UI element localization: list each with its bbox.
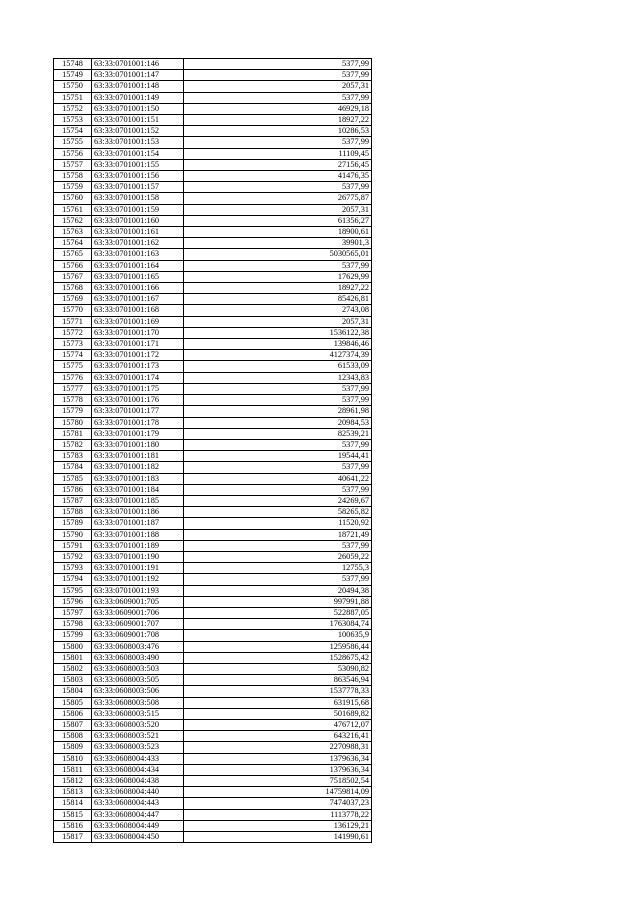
cadastral-value-cell: 82539,21 — [184, 428, 372, 439]
cadastral-value-cell: 61533,09 — [184, 361, 372, 372]
row-number-cell: 15797 — [54, 607, 92, 618]
table-row — [54, 518, 372, 529]
row-number-cell: 15762 — [54, 215, 92, 226]
row-number-cell: 15752 — [54, 103, 92, 114]
row-number-cell: 15768 — [54, 283, 92, 294]
cadastral-value-cell: 27156,45 — [184, 159, 372, 170]
cadastral-value-cell: 100635,9 — [184, 630, 372, 641]
row-number-cell: 15771 — [54, 316, 92, 327]
cadastral-value-cell: 141990,61 — [184, 832, 372, 843]
row-number-cell: 15766 — [54, 260, 92, 271]
row-number-cell: 15781 — [54, 428, 92, 439]
cadastral-value-cell: 997991,88 — [184, 596, 372, 607]
row-number-cell: 15764 — [54, 238, 92, 249]
cadastral-value-cell: 18900,61 — [184, 227, 372, 238]
table-row — [54, 652, 372, 663]
row-number-cell: 15782 — [54, 439, 92, 450]
row-number-cell: 15800 — [54, 641, 92, 652]
row-number-cell: 15796 — [54, 596, 92, 607]
cadastral-value-cell: 1113778,22 — [184, 809, 372, 820]
table-row — [54, 383, 372, 394]
table-row — [54, 507, 372, 518]
cadastral-value-cell: 476712,07 — [184, 719, 372, 730]
cadastral-number-cell: 63:33:0609001:705 — [92, 596, 184, 607]
table-row — [54, 227, 372, 238]
table-row — [54, 708, 372, 719]
table-row — [54, 316, 372, 327]
cadastral-number-cell: 63:33:0701001:166 — [92, 283, 184, 294]
cadastral-number-cell: 63:33:0701001:184 — [92, 484, 184, 495]
table-row — [54, 742, 372, 753]
table-row — [54, 182, 372, 193]
row-number-cell: 15817 — [54, 832, 92, 843]
cadastral-number-cell: 63:33:0608004:450 — [92, 832, 184, 843]
table-row — [54, 764, 372, 775]
table-body — [54, 59, 372, 843]
row-number-cell: 15783 — [54, 451, 92, 462]
row-number-cell: 15786 — [54, 484, 92, 495]
row-number-cell: 15804 — [54, 686, 92, 697]
row-number-cell: 15794 — [54, 574, 92, 585]
row-number-cell: 15770 — [54, 305, 92, 316]
cadastral-value-cell: 5377,99 — [184, 70, 372, 81]
table-row — [54, 59, 372, 70]
cadastral-value-cell: 2057,31 — [184, 204, 372, 215]
cadastral-value-cell: 5377,99 — [184, 484, 372, 495]
cadastral-number-cell: 63:33:0701001:171 — [92, 339, 184, 350]
table-row — [54, 753, 372, 764]
cadastral-number-cell: 63:33:0608003:506 — [92, 686, 184, 697]
table-row — [54, 70, 372, 81]
table-row — [54, 81, 372, 92]
cadastral-value-cell: 5377,99 — [184, 439, 372, 450]
table-row — [54, 551, 372, 562]
cadastral-value-cell: 2270988,31 — [184, 742, 372, 753]
table-row — [54, 238, 372, 249]
cadastral-number-cell: 63:33:0701001:153 — [92, 137, 184, 148]
cadastral-number-cell: 63:33:0609001:708 — [92, 630, 184, 641]
row-number-cell: 15806 — [54, 708, 92, 719]
row-number-cell: 15816 — [54, 820, 92, 831]
row-number-cell: 15779 — [54, 406, 92, 417]
cadastral-value-cell: 1528675,42 — [184, 652, 372, 663]
cadastral-value-cell: 46929,18 — [184, 103, 372, 114]
table-row — [54, 92, 372, 103]
cadastral-number-cell: 63:33:0701001:154 — [92, 148, 184, 159]
row-number-cell: 15805 — [54, 697, 92, 708]
cadastral-value-cell: 5377,99 — [184, 59, 372, 70]
cadastral-number-cell: 63:33:0701001:148 — [92, 81, 184, 92]
table-row — [54, 159, 372, 170]
cadastral-value-cell: 12343,83 — [184, 372, 372, 383]
table-row — [54, 462, 372, 473]
cadastral-number-cell: 63:33:0701001:183 — [92, 473, 184, 484]
cadastral-value-cell: 522887,05 — [184, 607, 372, 618]
cadastral-value-cell: 19544,41 — [184, 451, 372, 462]
cadastral-value-cell: 136129,21 — [184, 820, 372, 831]
table-row — [54, 148, 372, 159]
cadastral-number-cell: 63:33:0608004:447 — [92, 809, 184, 820]
row-number-cell: 15812 — [54, 776, 92, 787]
table-row — [54, 787, 372, 798]
cadastral-number-cell: 63:33:0608003:508 — [92, 697, 184, 708]
table-row — [54, 809, 372, 820]
row-number-cell: 15785 — [54, 473, 92, 484]
cadastral-number-cell: 63:33:0701001:176 — [92, 395, 184, 406]
cadastral-number-cell: 63:33:0608004:434 — [92, 764, 184, 775]
cadastral-value-cell: 11109,45 — [184, 148, 372, 159]
cadastral-value-cell: 863546,94 — [184, 675, 372, 686]
cadastral-value-cell: 17629,99 — [184, 271, 372, 282]
cadastral-value-cell: 12755,3 — [184, 563, 372, 574]
cadastral-number-cell: 63:33:0701001:175 — [92, 383, 184, 394]
table-row — [54, 204, 372, 215]
row-number-cell: 15751 — [54, 92, 92, 103]
table-row — [54, 798, 372, 809]
table-row — [54, 563, 372, 574]
table-row — [54, 305, 372, 316]
table-row — [54, 339, 372, 350]
row-number-cell: 15792 — [54, 551, 92, 562]
cadastral-value-cell: 24269,67 — [184, 495, 372, 506]
cadastral-value-cell: 5377,99 — [184, 395, 372, 406]
cadastral-number-cell: 63:33:0701001:165 — [92, 271, 184, 282]
cadastral-value-cell: 7518502,54 — [184, 776, 372, 787]
cadastral-number-cell: 63:33:0701001:189 — [92, 540, 184, 551]
cadastral-value-cell: 85426,81 — [184, 294, 372, 305]
cadastral-number-cell: 63:33:0701001:187 — [92, 518, 184, 529]
row-number-cell: 15807 — [54, 719, 92, 730]
cadastral-value-cell: 18927,22 — [184, 115, 372, 126]
table-row — [54, 249, 372, 260]
cadastral-value-cell: 5030565,01 — [184, 249, 372, 260]
row-number-cell: 15761 — [54, 204, 92, 215]
row-number-cell: 15780 — [54, 417, 92, 428]
row-number-cell: 15754 — [54, 126, 92, 137]
row-number-cell: 15784 — [54, 462, 92, 473]
cadastral-number-cell: 63:33:0701001:177 — [92, 406, 184, 417]
table-row — [54, 619, 372, 630]
table-row — [54, 327, 372, 338]
cadastral-value-cell: 11520,92 — [184, 518, 372, 529]
cadastral-number-cell: 63:33:0609001:707 — [92, 619, 184, 630]
row-number-cell: 15778 — [54, 395, 92, 406]
cadastral-value-cell: 26059,22 — [184, 551, 372, 562]
cadastral-number-cell: 63:33:0701001:150 — [92, 103, 184, 114]
cadastral-number-cell: 63:33:0701001:181 — [92, 451, 184, 462]
cadastral-value-cell: 5377,99 — [184, 574, 372, 585]
row-number-cell: 15808 — [54, 731, 92, 742]
table-row — [54, 260, 372, 271]
cadastral-number-cell: 63:33:0701001:161 — [92, 227, 184, 238]
cadastral-value-cell: 26775,87 — [184, 193, 372, 204]
cadastral-number-cell: 63:33:0701001:157 — [92, 182, 184, 193]
row-number-cell: 15763 — [54, 227, 92, 238]
cadastral-value-cell: 5377,99 — [184, 462, 372, 473]
row-number-cell: 15799 — [54, 630, 92, 641]
row-number-cell: 15802 — [54, 663, 92, 674]
cadastral-value-cell: 53090,82 — [184, 663, 372, 674]
table-row — [54, 215, 372, 226]
cadastral-number-cell: 63:33:0608003:476 — [92, 641, 184, 652]
cadastral-number-cell: 63:33:0701001:169 — [92, 316, 184, 327]
table-row — [54, 663, 372, 674]
cadastral-value-cell: 1379636,34 — [184, 764, 372, 775]
row-number-cell: 15749 — [54, 70, 92, 81]
cadastral-number-cell: 63:33:0701001:167 — [92, 294, 184, 305]
table-row — [54, 439, 372, 450]
cadastral-value-cell: 18721,49 — [184, 529, 372, 540]
cadastral-value-cell: 5377,99 — [184, 383, 372, 394]
cadastral-number-cell: 63:33:0701001:173 — [92, 361, 184, 372]
cadastral-number-cell: 63:33:0701001:146 — [92, 59, 184, 70]
cadastral-number-cell: 63:33:0701001:163 — [92, 249, 184, 260]
cadastral-number-cell: 63:33:0701001:193 — [92, 585, 184, 596]
table-row — [54, 540, 372, 551]
cadastral-number-cell: 63:33:0701001:192 — [92, 574, 184, 585]
cadastral-number-cell: 63:33:0608003:523 — [92, 742, 184, 753]
table-row — [54, 675, 372, 686]
cadastral-number-cell: 63:33:0701001:174 — [92, 372, 184, 383]
cadastral-value-cell: 501689,82 — [184, 708, 372, 719]
table-row — [54, 193, 372, 204]
cadastral-value-cell: 14759814,09 — [184, 787, 372, 798]
row-number-cell: 15787 — [54, 495, 92, 506]
row-number-cell: 15773 — [54, 339, 92, 350]
cadastral-number-cell: 63:33:0608003:490 — [92, 652, 184, 663]
table-row — [54, 484, 372, 495]
table-row — [54, 585, 372, 596]
row-number-cell: 15788 — [54, 507, 92, 518]
cadastral-value-cell: 58265,82 — [184, 507, 372, 518]
row-number-cell: 15755 — [54, 137, 92, 148]
cadastral-number-cell: 63:33:0701001:158 — [92, 193, 184, 204]
cadastral-value-cell: 1259586,44 — [184, 641, 372, 652]
table-row — [54, 832, 372, 843]
cadastral-number-cell: 63:33:0701001:164 — [92, 260, 184, 271]
cadastral-value-cell: 1763084,74 — [184, 619, 372, 630]
row-number-cell: 15790 — [54, 529, 92, 540]
cadastral-value-table — [53, 58, 372, 843]
row-number-cell: 15798 — [54, 619, 92, 630]
table-row — [54, 283, 372, 294]
table-row — [54, 137, 372, 148]
cadastral-number-cell: 63:33:0701001:190 — [92, 551, 184, 562]
cadastral-value-cell: 2743,08 — [184, 305, 372, 316]
row-number-cell: 15750 — [54, 81, 92, 92]
table-row — [54, 596, 372, 607]
table-row — [54, 630, 372, 641]
row-number-cell: 15765 — [54, 249, 92, 260]
cadastral-number-cell: 63:33:0608003:520 — [92, 719, 184, 730]
row-number-cell: 15758 — [54, 171, 92, 182]
table-row — [54, 641, 372, 652]
cadastral-number-cell: 63:33:0701001:149 — [92, 92, 184, 103]
row-number-cell: 15814 — [54, 798, 92, 809]
cadastral-number-cell: 63:33:0609001:706 — [92, 607, 184, 618]
table-row — [54, 697, 372, 708]
table-row — [54, 271, 372, 282]
row-number-cell: 15811 — [54, 764, 92, 775]
cadastral-number-cell: 63:33:0701001:188 — [92, 529, 184, 540]
cadastral-number-cell: 63:33:0608003:515 — [92, 708, 184, 719]
cadastral-value-cell: 41476,35 — [184, 171, 372, 182]
row-number-cell: 15769 — [54, 294, 92, 305]
cadastral-value-cell: 20984,53 — [184, 417, 372, 428]
table-row — [54, 731, 372, 742]
row-number-cell: 15801 — [54, 652, 92, 663]
row-number-cell: 15757 — [54, 159, 92, 170]
row-number-cell: 15767 — [54, 271, 92, 282]
cadastral-number-cell: 63:33:0701001:172 — [92, 350, 184, 361]
table-row — [54, 495, 372, 506]
cadastral-number-cell: 63:33:0608004:449 — [92, 820, 184, 831]
row-number-cell: 15795 — [54, 585, 92, 596]
row-number-cell: 15803 — [54, 675, 92, 686]
cadastral-value-cell: 5377,99 — [184, 92, 372, 103]
cadastral-value-cell: 4127374,39 — [184, 350, 372, 361]
table-row — [54, 574, 372, 585]
table-row — [54, 776, 372, 787]
row-number-cell: 15793 — [54, 563, 92, 574]
row-number-cell: 15774 — [54, 350, 92, 361]
cadastral-value-cell: 18927,22 — [184, 283, 372, 294]
table-row — [54, 103, 372, 114]
cadastral-number-cell: 63:33:0701001:151 — [92, 115, 184, 126]
cadastral-value-cell: 139846,46 — [184, 339, 372, 350]
cadastral-value-cell: 5377,99 — [184, 182, 372, 193]
row-number-cell: 15756 — [54, 148, 92, 159]
cadastral-number-cell: 63:33:0701001:180 — [92, 439, 184, 450]
row-number-cell: 15776 — [54, 372, 92, 383]
cadastral-value-cell: 20494,38 — [184, 585, 372, 596]
cadastral-value-cell: 7474037,23 — [184, 798, 372, 809]
table-row — [54, 406, 372, 417]
row-number-cell: 15813 — [54, 787, 92, 798]
row-number-cell: 15772 — [54, 327, 92, 338]
table-row — [54, 372, 372, 383]
cadastral-number-cell: 63:33:0701001:191 — [92, 563, 184, 574]
row-number-cell: 15760 — [54, 193, 92, 204]
cadastral-value-cell: 39901,3 — [184, 238, 372, 249]
table-row — [54, 417, 372, 428]
cadastral-number-cell: 63:33:0701001:178 — [92, 417, 184, 428]
row-number-cell: 15789 — [54, 518, 92, 529]
cadastral-value-cell: 1379636,34 — [184, 753, 372, 764]
table-row — [54, 428, 372, 439]
cadastral-value-cell: 61356,27 — [184, 215, 372, 226]
row-number-cell: 15815 — [54, 809, 92, 820]
table-row — [54, 350, 372, 361]
cadastral-number-cell: 63:33:0608004:438 — [92, 776, 184, 787]
cadastral-value-cell: 5377,99 — [184, 260, 372, 271]
cadastral-value-cell: 643216,41 — [184, 731, 372, 742]
cadastral-number-cell: 63:33:0608004:433 — [92, 753, 184, 764]
cadastral-number-cell: 63:33:0701001:168 — [92, 305, 184, 316]
cadastral-number-cell: 63:33:0608004:440 — [92, 787, 184, 798]
cadastral-value-cell: 40641,22 — [184, 473, 372, 484]
cadastral-number-cell: 63:33:0701001:155 — [92, 159, 184, 170]
cadastral-number-cell: 63:33:0608003:521 — [92, 731, 184, 742]
row-number-cell: 15791 — [54, 540, 92, 551]
cadastral-value-cell: 5377,99 — [184, 137, 372, 148]
row-number-cell: 15777 — [54, 383, 92, 394]
cadastral-value-cell: 1536122,38 — [184, 327, 372, 338]
cadastral-number-cell: 63:33:0701001:160 — [92, 215, 184, 226]
table-row — [54, 820, 372, 831]
cadastral-number-cell: 63:33:0701001:182 — [92, 462, 184, 473]
row-number-cell: 15775 — [54, 361, 92, 372]
cadastral-value-cell: 28961,98 — [184, 406, 372, 417]
cadastral-number-cell: 63:33:0608003:503 — [92, 663, 184, 674]
table-row — [54, 171, 372, 182]
cadastral-value-cell: 2057,31 — [184, 316, 372, 327]
table-row — [54, 126, 372, 137]
table-row — [54, 607, 372, 618]
cadastral-number-cell: 63:33:0701001:159 — [92, 204, 184, 215]
table-row — [54, 395, 372, 406]
row-number-cell: 15753 — [54, 115, 92, 126]
cadastral-value-cell: 10286,53 — [184, 126, 372, 137]
cadastral-number-cell: 63:33:0701001:179 — [92, 428, 184, 439]
cadastral-number-cell: 63:33:0701001:186 — [92, 507, 184, 518]
cadastral-value-cell: 2057,31 — [184, 81, 372, 92]
row-number-cell: 15809 — [54, 742, 92, 753]
cadastral-number-cell: 63:33:0608004:443 — [92, 798, 184, 809]
cadastral-number-cell: 63:33:0608003:505 — [92, 675, 184, 686]
cadastral-number-cell: 63:33:0701001:185 — [92, 495, 184, 506]
row-number-cell: 15810 — [54, 753, 92, 764]
table-row — [54, 115, 372, 126]
table-row — [54, 451, 372, 462]
table-row — [54, 361, 372, 372]
cadastral-number-cell: 63:33:0701001:152 — [92, 126, 184, 137]
table-row — [54, 719, 372, 730]
row-number-cell: 15748 — [54, 59, 92, 70]
cadastral-number-cell: 63:33:0701001:156 — [92, 171, 184, 182]
table-row — [54, 294, 372, 305]
cadastral-number-cell: 63:33:0701001:147 — [92, 70, 184, 81]
cadastral-number-cell: 63:33:0701001:162 — [92, 238, 184, 249]
table-row — [54, 529, 372, 540]
cadastral-value-cell: 631915,68 — [184, 697, 372, 708]
table-row — [54, 686, 372, 697]
cadastral-number-cell: 63:33:0701001:170 — [92, 327, 184, 338]
table-row — [54, 473, 372, 484]
row-number-cell: 15759 — [54, 182, 92, 193]
cadastral-value-cell: 5377,99 — [184, 540, 372, 551]
cadastral-value-cell: 1537778,33 — [184, 686, 372, 697]
